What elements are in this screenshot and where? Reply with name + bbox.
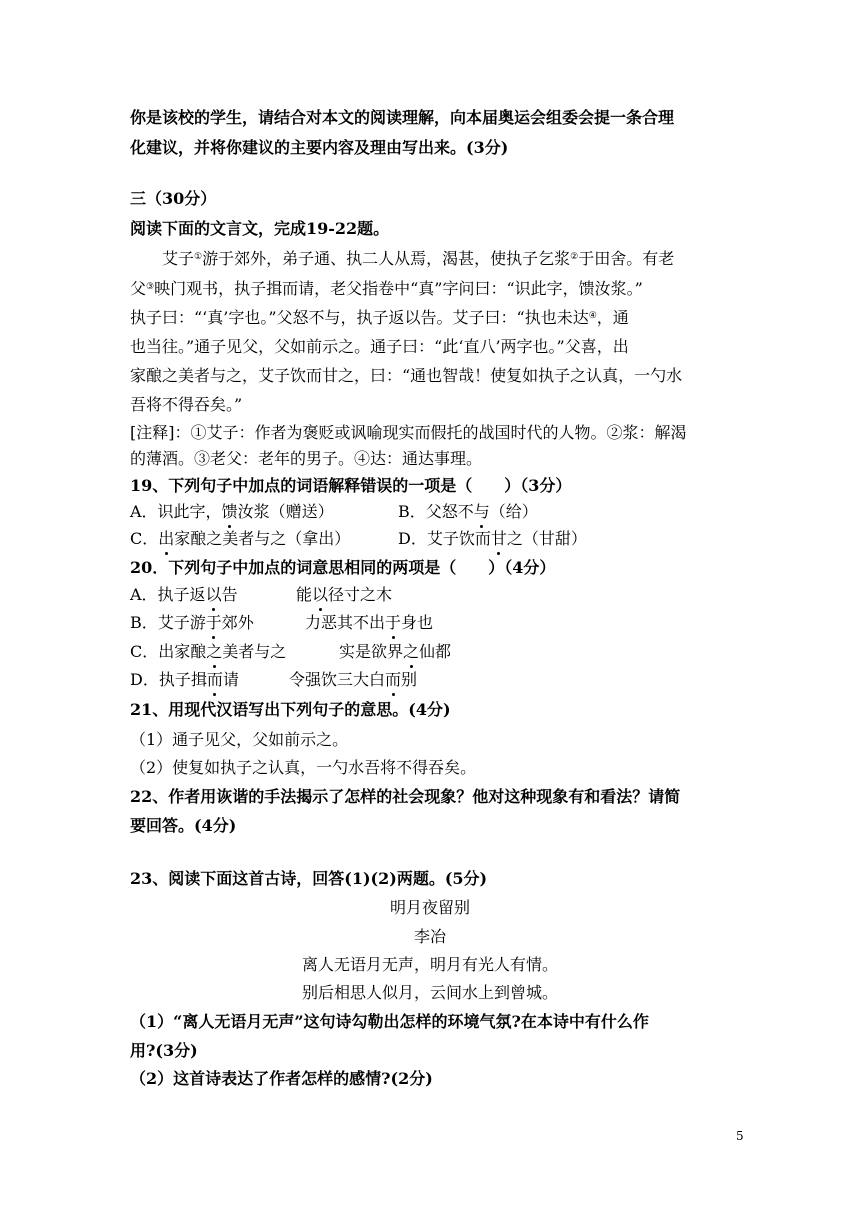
- q19-option-c: C．出家酿之美者与之（拿出）: [130, 529, 351, 548]
- q23-subquestion-1-line-2: 用?(3分): [130, 1041, 198, 1060]
- passage-line-4: 也当往。”通子见父，父如前示之。通子曰：“此‘直八’两字也。”父喜，出: [130, 337, 629, 356]
- q19-stem: 19、下列句子中加点的词语解释错误的一项是（ ）（3分）: [130, 476, 572, 495]
- q22-line-1: 22、作者用诙谐的手法揭示了怎样的社会现象？他对这种现象有和看法？请简: [130, 787, 681, 806]
- passage-line-5: 家酿之美者与之，艾子饮而甘之，曰：“通也智哉！使复如执子之认真，一勺水: [130, 366, 683, 385]
- poem-author: 李冶: [413, 927, 446, 946]
- q20-option-c-1: C．出家酿之美者与之: [130, 642, 287, 661]
- q20-stem: 20．下列句子中加点的词意思相同的两项是（ ）（4分）: [130, 558, 556, 577]
- notes-line-1: [注释]：①艾子：作者为褒贬或讽喻现实而假托的战国时代的人物。②浆：解渴: [130, 423, 687, 442]
- section-heading: 三（30分）: [130, 189, 217, 208]
- q22-line-2: 要回答。(4分): [130, 816, 237, 835]
- q20-option-d-2: 令强饮三大白而别: [289, 670, 418, 689]
- q21-sentence-1: （1）通子见父，父如前示之。: [130, 730, 349, 749]
- q21-sentence-2: （2）使复如执子之认真，一勺水吾将不得吞矣。: [130, 758, 477, 777]
- q23-subquestion-2: （2）这首诗表达了作者怎样的感情?(2分): [130, 1069, 433, 1088]
- q20-option-b-2: 力恶其不出于身也: [305, 613, 434, 632]
- passage-line-6: 吾将不得吞矣。”: [130, 395, 243, 414]
- intro-line-2: 化建议，并将你建议的主要内容及理由写出来。(3分): [130, 138, 509, 157]
- passage-line-3: 执子曰：“‘真’字也。”父怒不与，执子返以告。艾子曰：“执也未达④，通: [130, 308, 629, 327]
- page-number: 5: [736, 1129, 744, 1143]
- intro-line-1: 你是该校的学生，请结合对本文的阅读理解，向本届奥运会组委会提一条合理: [130, 108, 675, 127]
- passage-line-2: 父③映门观书，执子揖而请，老父指卷中“真”字问曰：“识此字，馈汝浆。”: [130, 279, 643, 298]
- q20-option-d-1: D．执子揖而请: [130, 670, 239, 689]
- q20-option-a-2: 能以径寸之木: [296, 585, 393, 604]
- notes-line-2: 的薄酒。③老父：老年的男子。④达：通达事理。: [130, 449, 483, 468]
- poem-title: 明月夜留别: [389, 898, 470, 917]
- q20-option-a-1: A．执子返以告: [130, 585, 238, 604]
- q19-option-d: D．艾子饮而甘之（甘甜）: [398, 529, 587, 548]
- q23-subquestion-1-line-1: （1）“离人无语月无声”这句诗勾勒出怎样的环境气氛?在本诗中有什么作: [130, 1012, 649, 1031]
- q23-stem: 23、阅读下面这首古诗，回答(1)(2)两题。(5分): [130, 869, 488, 888]
- section-instruction: 阅读下面的文言文，完成19-22题。: [130, 219, 390, 238]
- poem-line-1: 离人无语月无声，明月有光人有情。: [301, 955, 558, 974]
- poem-line-2: 别后相思人似月，云间水上到曾城。: [301, 983, 558, 1002]
- q19-option-a: A．识此字，馈汝浆（赠送）: [130, 502, 334, 521]
- q20-option-b-1: B．艾子游于郊外: [130, 613, 254, 632]
- passage-line-1: 艾子①游于郊外，弟子通、执二人从焉，渴甚，使执子乞浆②于田舍。有老: [162, 249, 675, 268]
- q20-option-c-2: 实是欲界之仙都: [339, 642, 452, 661]
- q21-stem: 21、用现代汉语写出下列句子的意思。(4分): [130, 700, 451, 719]
- q19-option-b: B．父怒不与（给）: [398, 502, 538, 521]
